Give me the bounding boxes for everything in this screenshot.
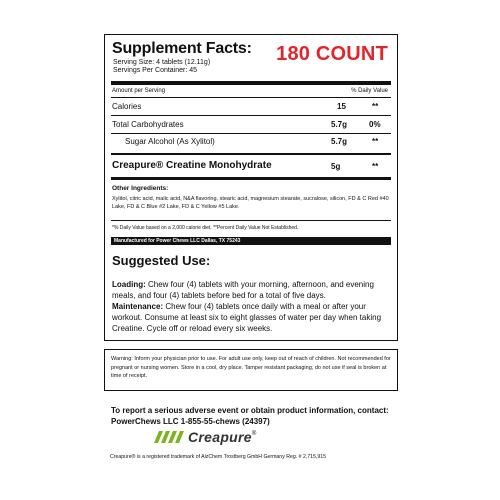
contact-line-1: To report a serious adverse event or obtain product information, contact: bbox=[111, 406, 389, 415]
divider bbox=[111, 133, 391, 134]
other-ingredients-text: Xylitol, citric acid, malic acid, N&A flavoring, stearic acid, magnesium stearate, sucralose, silicon, FD & C Red #40 Lake, FD & C Blue #2 Lake, FD & C Yellow #5 Lake. bbox=[112, 196, 389, 210]
creapure-logo-mark-icon bbox=[152, 431, 186, 443]
thick-divider bbox=[111, 177, 391, 180]
footnote: *% Daily Value based on a 2,000 calorie diet. **Percent Daily Value Not Established. bbox=[112, 225, 299, 231]
suggested-use-panel bbox=[104, 274, 398, 341]
supplement-facts-panel bbox=[104, 34, 398, 275]
contact-line-2: PowerChews LLC 1-855-55-chews (24397) bbox=[111, 417, 270, 426]
calories-amount: 15 bbox=[337, 102, 346, 111]
creapure-logo-text: Creapure bbox=[188, 429, 252, 445]
creatine-label: Creapure® Creatine Monohydrate bbox=[112, 160, 272, 171]
creapure-logo bbox=[152, 430, 256, 444]
carbs-amount: 5.7g bbox=[331, 120, 348, 129]
divider bbox=[111, 97, 391, 98]
divider bbox=[111, 153, 391, 155]
divider bbox=[111, 220, 391, 221]
calories-dv: ** bbox=[372, 102, 379, 111]
registered-mark: ® bbox=[251, 431, 257, 437]
calories-label: Calories bbox=[112, 102, 142, 111]
manufacturer-bar: Manufactured for Power Chews LLC Dallas, TX 75243 bbox=[111, 237, 391, 245]
creatine-dv: ** bbox=[372, 162, 379, 171]
suggested-use-text bbox=[112, 279, 394, 334]
warning-text: Warning: Inform your physician prior to use. For adult use only, keep out of reach of children. Not recommended for pregnant or nursing women. Store in a cool, dry place. Tamper resistant packaging, do not use if seal is broken at time of receipt. bbox=[111, 356, 391, 379]
warning-panel bbox=[104, 349, 398, 391]
carbs-dv: 0% bbox=[369, 120, 381, 129]
maintenance-text: Chew four (4) tablets once daily with a meal or after your workout. Consume at least six to eight glasses of water per day when taking Creatine. Cycle off or reload every six weeks. bbox=[112, 302, 382, 333]
serving-size: Serving Size: 4 tablets (12.11g) bbox=[113, 59, 211, 66]
divider bbox=[111, 115, 391, 116]
thick-divider bbox=[111, 81, 391, 85]
daily-value-header: % Daily Value bbox=[351, 88, 388, 94]
maintenance-instruction bbox=[112, 301, 394, 334]
count-label: 180 COUNT bbox=[276, 43, 388, 65]
contact-info bbox=[111, 405, 389, 427]
trademark-notice: Creapure® is a registered trademark of AlzChem Trostberg GmbH Germany Reg. # 2,715,915 bbox=[110, 454, 327, 460]
suggested-use-title: Suggested Use: bbox=[112, 253, 211, 268]
other-ingredients-label: Other Ingredients: bbox=[112, 185, 169, 192]
loading-instruction bbox=[112, 279, 394, 301]
facts-title: Supplement Facts: bbox=[112, 40, 252, 57]
maintenance-label: Maintenance: bbox=[112, 302, 164, 311]
amount-header: Amount per Serving bbox=[112, 88, 166, 94]
sugar-alcohol-amount: 5.7g bbox=[331, 137, 348, 146]
sugar-alcohol-label: Sugar Alcohol (As Xylitol) bbox=[125, 137, 215, 146]
loading-text: Chew four (4) tablets with your morning, afternoon, and evening meals, and four (4) tablets before bed for a total of five days. bbox=[112, 280, 374, 300]
servings-per-container: Servings Per Container: 45 bbox=[113, 67, 198, 74]
loading-label: Loading: bbox=[112, 280, 146, 289]
carbs-label: Total Carbohydrates bbox=[112, 120, 184, 129]
creatine-amount: 5g bbox=[331, 162, 341, 171]
sugar-alcohol-dv: ** bbox=[372, 137, 379, 146]
